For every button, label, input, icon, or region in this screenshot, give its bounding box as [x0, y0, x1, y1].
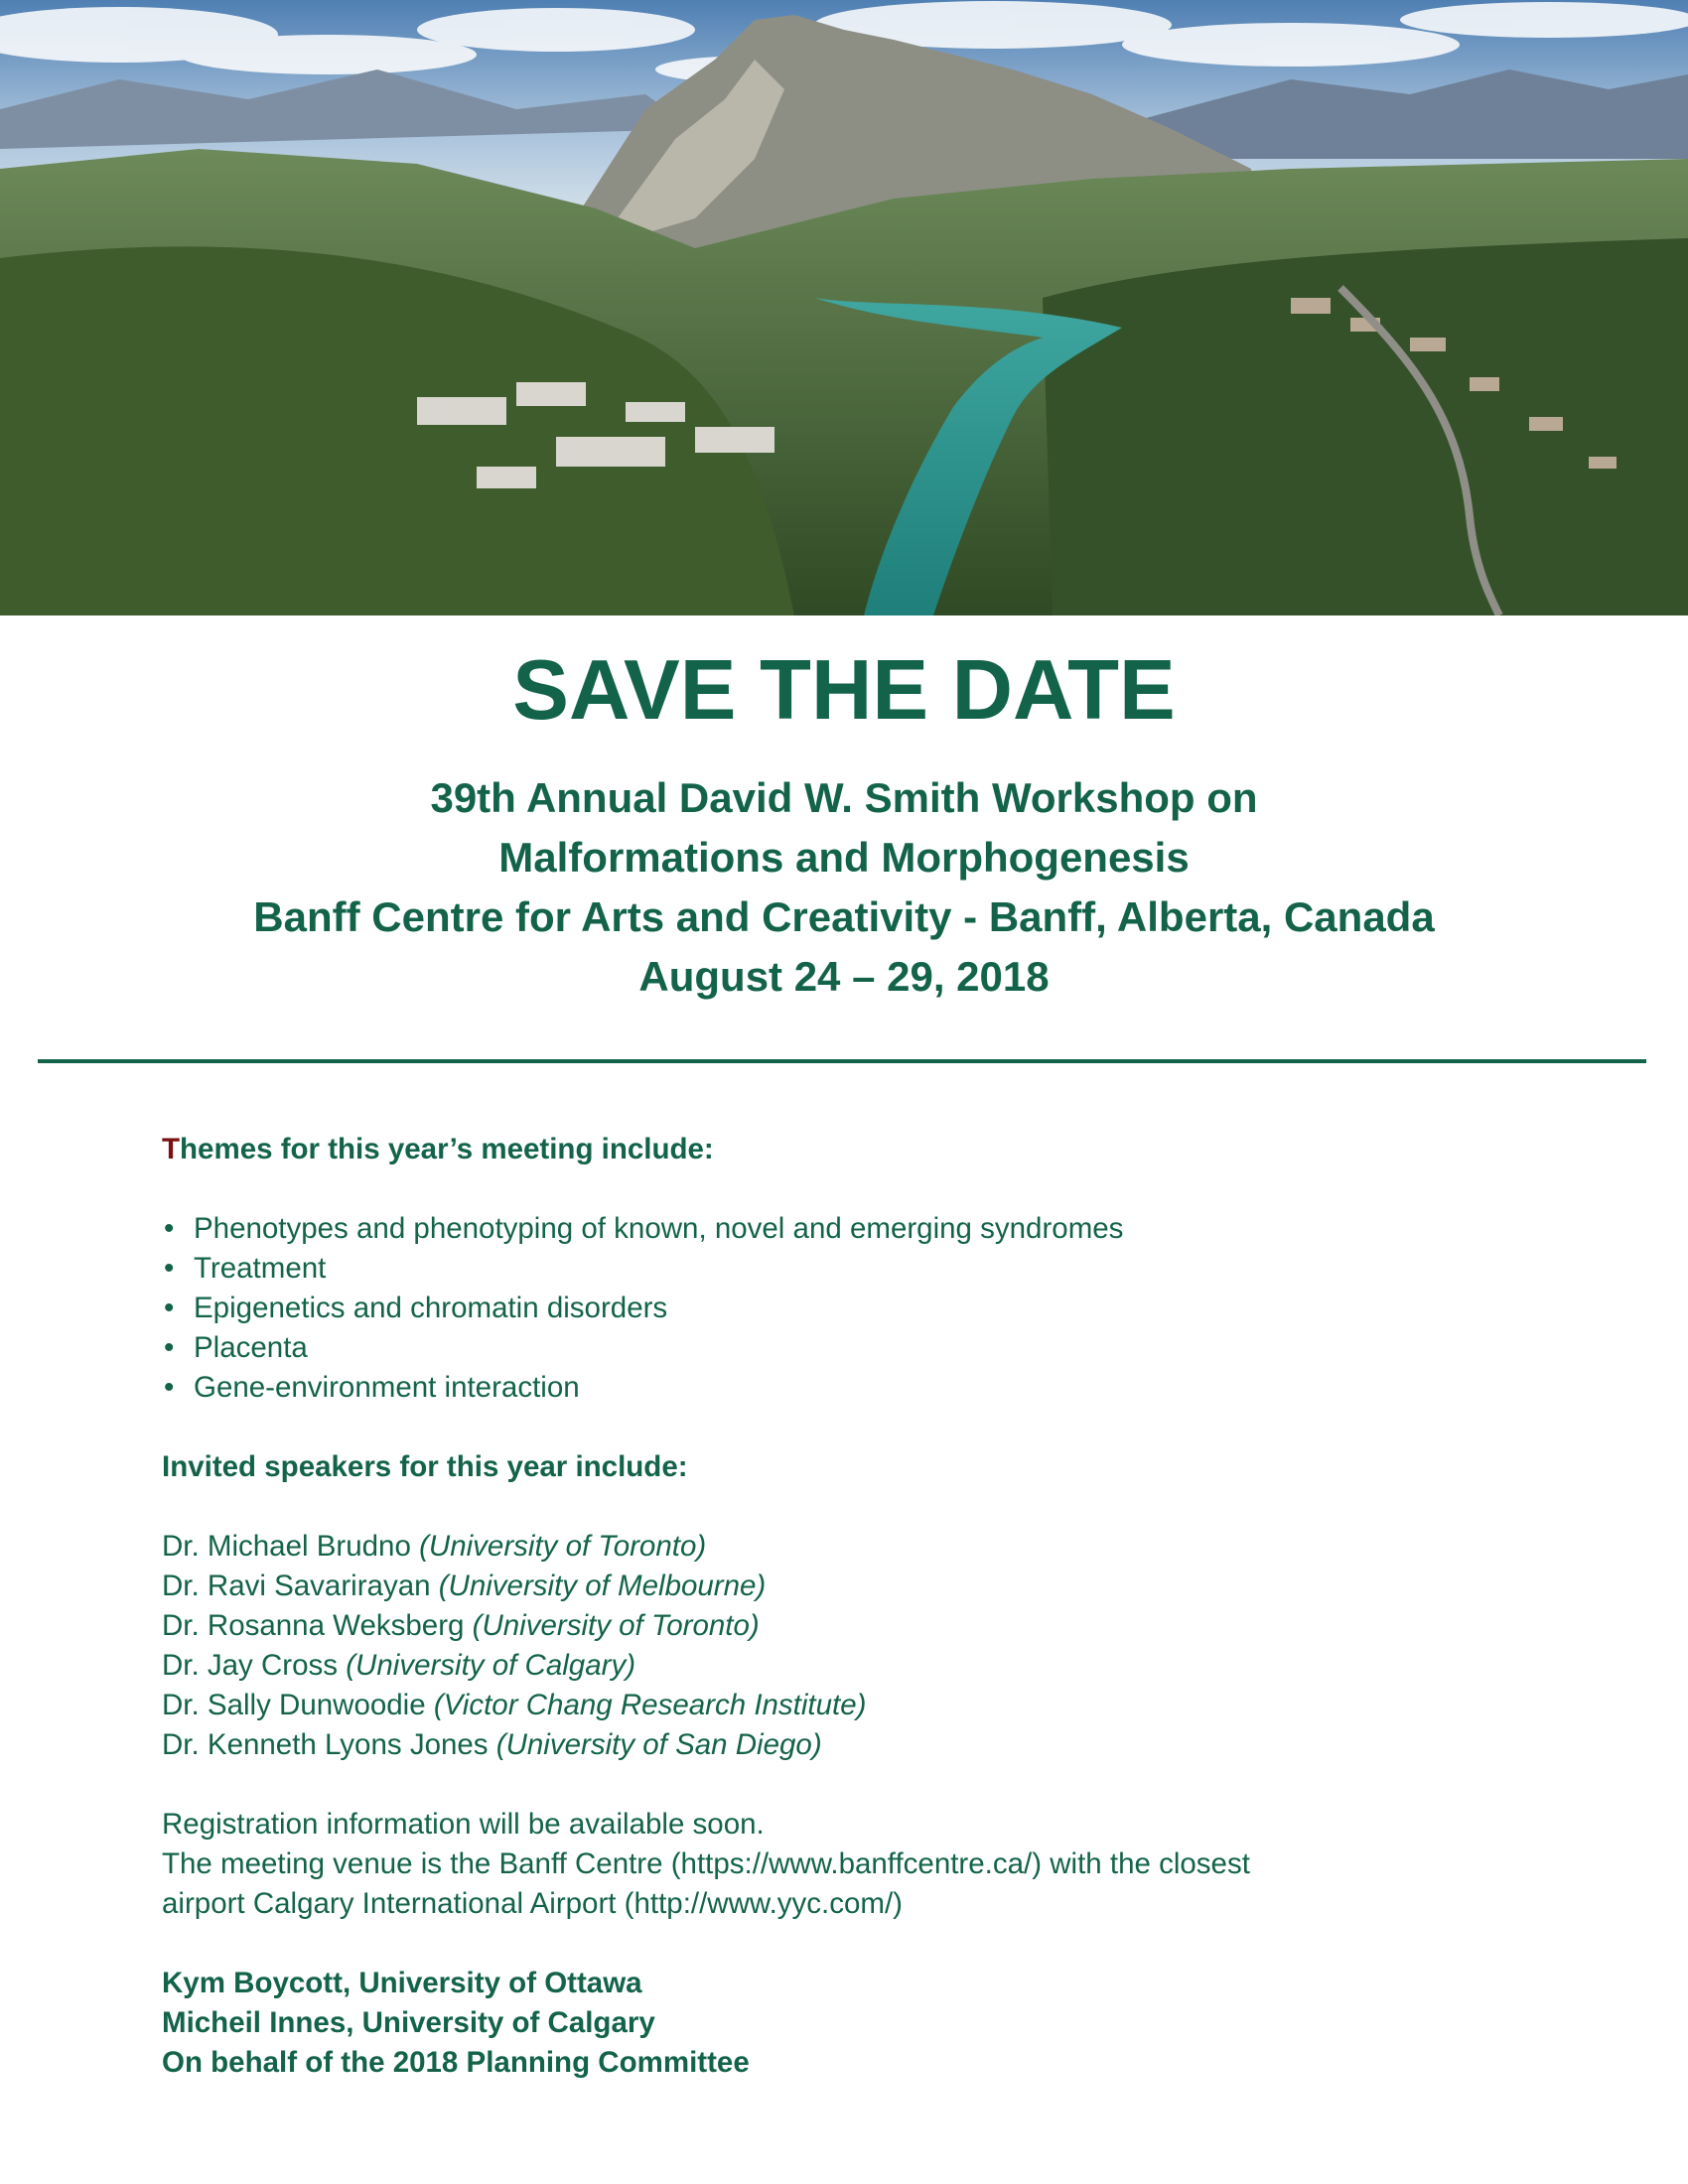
- info-paragraph: [162, 1805, 1552, 1924]
- speaker-name: Dr. Rosanna Weksberg: [162, 1609, 465, 1642]
- speaker-item: [162, 1606, 1552, 1646]
- event-title-line: 39th Annual David W. Smith Workshop on: [430, 774, 1258, 821]
- speaker-affiliation: (University of Toronto): [472, 1609, 760, 1642]
- speaker-name: Dr. Ravi Savarirayan: [162, 1570, 431, 1602]
- speakers-heading: Invited speakers for this year include:: [162, 1450, 688, 1483]
- page-title: SAVE THE DATE: [512, 643, 1176, 738]
- event-subtitle: [0, 768, 1688, 1007]
- speaker-item: [162, 1527, 1552, 1567]
- list-item: • Phenotypes and phenotyping of known, novel and emerging syndromes: [162, 1209, 1552, 1249]
- speaker-affiliation: (Victor Chang Research Institute): [433, 1689, 867, 1721]
- info-line: Registration information will be available soon.: [162, 1808, 765, 1841]
- list-item: • Placenta: [162, 1328, 1552, 1368]
- themes-heading-text: hemes for this year’s meeting include:: [180, 1133, 714, 1165]
- bullet-icon: •: [164, 1292, 175, 1324]
- themes-list: [162, 1209, 1552, 1408]
- hero-photo: [0, 0, 1688, 615]
- speaker-item: [162, 1686, 1552, 1725]
- divider: [38, 1059, 1646, 1063]
- list-item: • Treatment: [162, 1249, 1552, 1289]
- list-item: • Epigenetics and chromatin disorders: [162, 1289, 1552, 1328]
- event-date-line: August 24 – 29, 2018: [638, 953, 1050, 1000]
- event-title-line: Malformations and Morphogenesis: [498, 834, 1190, 881]
- speaker-affiliation: (University of Melbourne): [438, 1570, 767, 1602]
- speaker-name: Dr. Michael Brudno: [162, 1530, 411, 1563]
- speaker-affiliation: (University of San Diego): [495, 1728, 822, 1761]
- bullet-icon: •: [164, 1371, 175, 1404]
- speaker-item: [162, 1567, 1552, 1606]
- signoff-line: On behalf of the 2018 Planning Committee: [162, 2046, 750, 2079]
- event-venue-line: Banff Centre for Arts and Creativity - Banff, Alberta, Canada: [253, 893, 1435, 940]
- bullet-icon: •: [164, 1331, 175, 1364]
- speakers-list: [162, 1527, 1552, 1765]
- signoff: [162, 1964, 1552, 2083]
- speaker-name: Dr. Sally Dunwoodie: [162, 1689, 426, 1721]
- themes-heading-initial: T: [162, 1133, 181, 1165]
- speaker-name: Dr. Kenneth Lyons Jones: [162, 1728, 489, 1761]
- bullet-icon: •: [164, 1212, 175, 1245]
- list-item: • Gene-environment interaction: [162, 1368, 1552, 1408]
- info-line: The meeting venue is the Banff Centre (https://www.banffcentre.ca/) with the closest: [162, 1847, 1250, 1880]
- info-line: airport Calgary International Airport (http://www.yyc.com/): [162, 1887, 903, 1920]
- signoff-line: Kym Boycott, University of Ottawa: [162, 1967, 642, 1999]
- bullet-icon: •: [164, 1252, 175, 1285]
- speaker-item: [162, 1646, 1552, 1686]
- speaker-affiliation: (University of Toronto): [419, 1530, 707, 1563]
- main-content: [162, 1130, 1552, 2083]
- aerial-landscape-image: [0, 0, 1688, 615]
- themes-heading: [162, 1130, 1552, 1169]
- signoff-line: Micheil Innes, University of Calgary: [162, 2006, 655, 2039]
- speaker-name: Dr. Jay Cross: [162, 1649, 339, 1682]
- speaker-affiliation: (University of Calgary): [346, 1649, 636, 1682]
- speaker-item: [162, 1725, 1552, 1765]
